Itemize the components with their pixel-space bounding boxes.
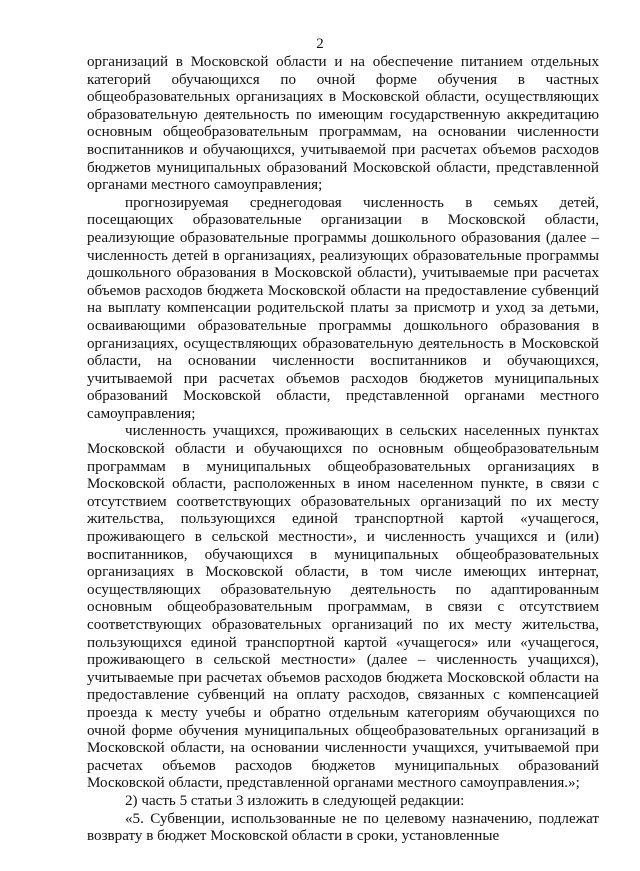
document-body (87, 54, 599, 846)
paragraph-rural-students-count: численность учащихся, проживающих в сельских населенных пунктах Московской области и обучающихся по основным общеобразовательным программам в муниципальных общеобразовательных организациях в Московской области, расположенных в ином населенном пункте, в связи с отсутствием соответствующих образовательных организаций по их месту жительства, пользующихся единой транспортной картой «учащегося, проживающего в сельской местности», и численность учащихся и (или) воспитанников, обучающихся в муниципальных общеобразовательных организациях в Московской области, в том числе имеющих интернат, осуществляющих образовательную деятельность по адаптированным основным общеобразовательным программам, в связи с отсутствием соответствующих образовательных организаций по их месту жительства, пользующихся единой транспортной картой «учащегося» или «учащегося, проживающего в сельской местности» (далее – численность учащихся), учитываемые при расчетах объемов расходов бюджета Московской области на предоставление субвенций на оплату расходов, связанных с компенсацией проезда к месту учебы и обратно отдельным категориям обучающихся по очной форме обучения муниципальных общеобразовательных организаций в Московской области, на основании численности учащихся, учитываемой при расчетах объемов расходов бюджетов муниципальных образований Московской области, представленной органами местного самоуправления.»; (87, 423, 599, 792)
paragraph-preschool-children-count: прогнозируемая среднегодовая численность в семьях детей, посещающих образовательные организации в Московской области, реализующие образовательные программы дошкольного образования (далее – численность детей в организациях, реализующих образовательные программы дошкольного образования в Московской области), учитываемые при расчетах объемов расходов бюджета Московской области на предоставление субвенций на выплату компенсации родительской платы за присмотр и уход за детьми, осваивающими образовательные программы дошкольного образования в организациях, осуществляющих образовательную деятельность в Московской области, на основании численности воспитанников и обучающихся, учитываемой при расчетах объемов расходов бюджетов муниципальных образований Московской области, представленной органами местного самоуправления; (87, 194, 599, 422)
page-number: 2 (316, 36, 324, 52)
paragraph-subventions-return: «5. Субвенции, использованные не по целевому назначению, подлежат возврату в бюджет Московской области в сроки, установленные (87, 810, 599, 845)
paragraph-continuation: организаций в Московской области и на обеспечение питанием отдельных категорий обучающихся по очной форме обучения в частных общеобразовательных организациях в Московской области, осуществляющих образовательную деятельность по имеющим государственную аккредитацию основным общеобразовательным программам, на основании численности воспитанников и обучающихся, учитываемой при расчетах объемов расходов бюджетов муниципальных образований Московской области, представленной органами местного самоуправления; (87, 54, 599, 194)
paragraph-amendment-item-2: 2) часть 5 статьи 3 изложить в следующей редакции: (125, 792, 465, 809)
